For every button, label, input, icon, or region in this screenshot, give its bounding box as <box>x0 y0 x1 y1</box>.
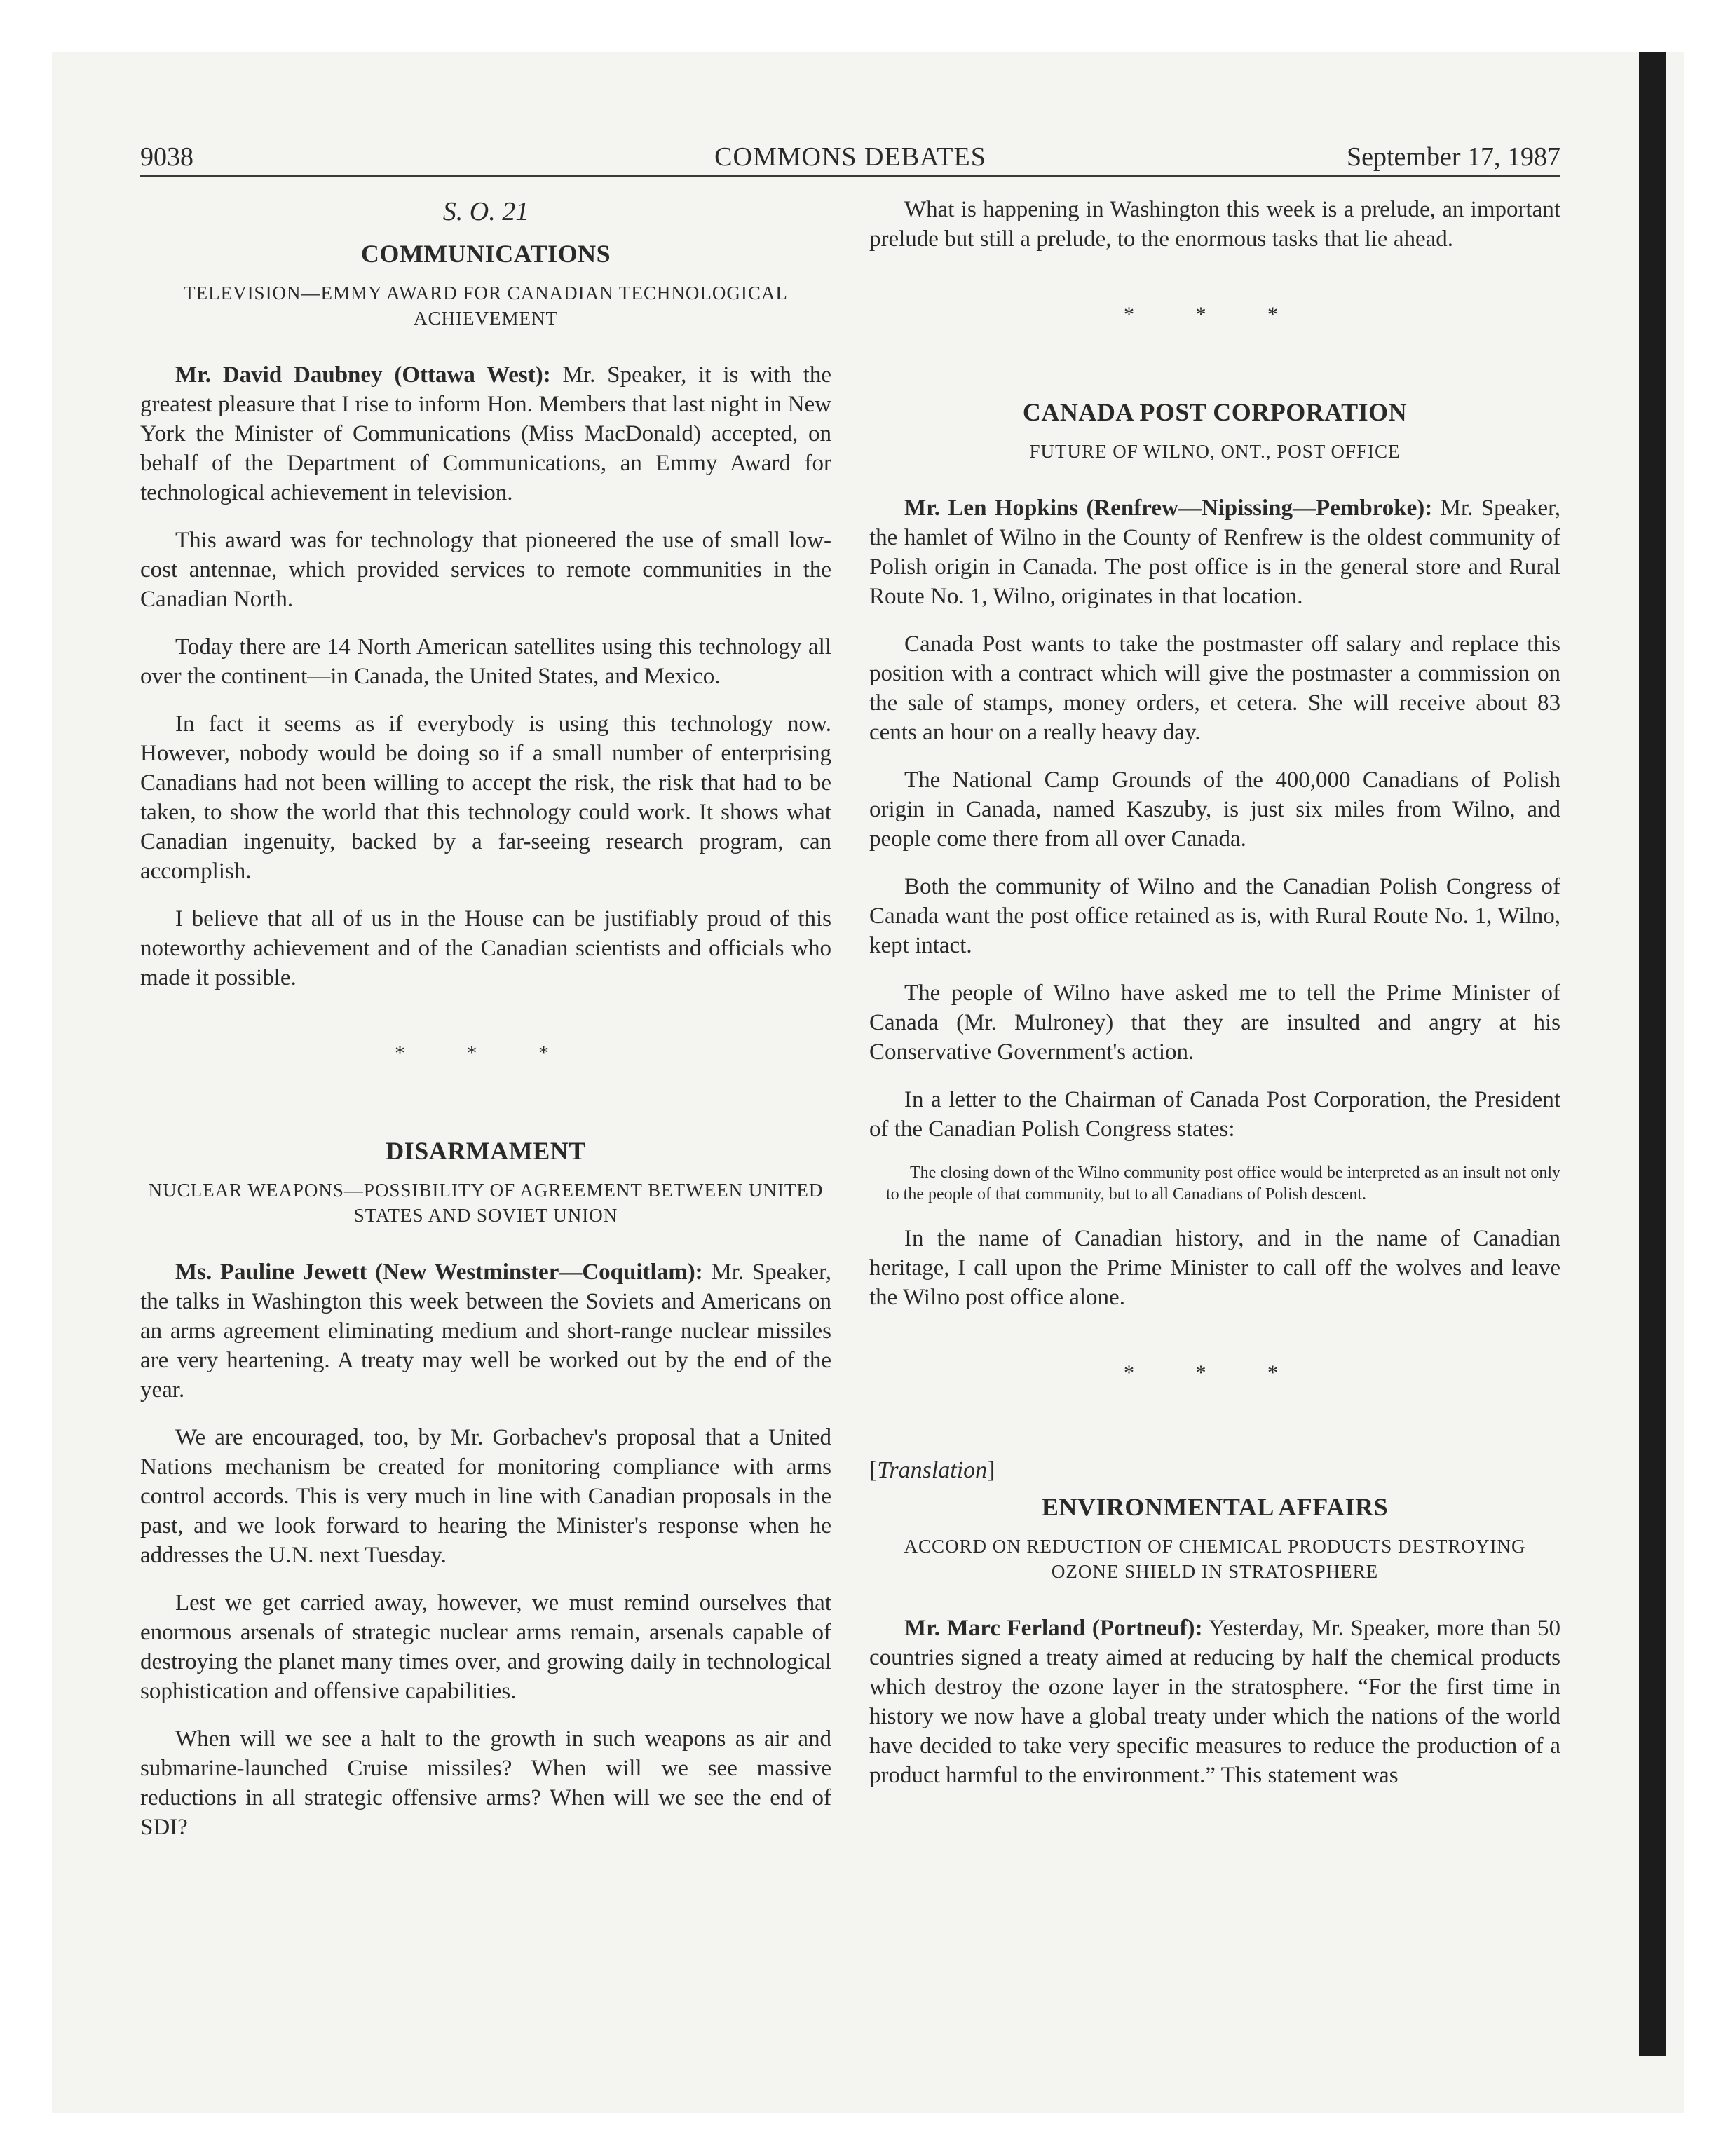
section-rubric: CANADA POST CORPORATION <box>1022 398 1408 426</box>
scan-edge-shadow <box>1639 52 1666 2056</box>
paragraph: Lest we get carried away, however, we must remind ourselves that enormous arsenals of strategic nuclear arms remain, arsenals capable of destroying the planet many times over, and growing daily in technological sophistication and offensive capabilities. <box>140 1590 831 1704</box>
section-subhead: TELEVISION—EMMY AWARD FOR CANADIAN TECHNOLOGICAL ACHIEVEMENT <box>184 282 788 329</box>
paragraph: The National Camp Grounds of the 400,000 Canadians of Polish origin in Canada, named Kaszuby, is just six miles from Wilno, and people come there from all over Canada. <box>869 767 1560 852</box>
speaker-name: Mr. Len Hopkins (Renfrew—Nipissing—Pembroke): <box>904 496 1433 521</box>
paragraph: This award was for technology that pioneered the use of small low-cost antennae, which provided services to remote communities in the Canadian North. <box>140 528 831 612</box>
translation-marker: [Translation] <box>869 1457 995 1483</box>
paragraph: Mr. Marc Ferland (Portneuf): Yesterday, Mr. Speaker, more than 50 countries signed a treaty aimed at reducing by half the chemical products which destroy the ozone layer in the stratosphere. “For the first time in history we now have a global treaty under which the nations of the world have decided to take very specific measures to reduce the production of a product harmful to the environment.” This statement was <box>869 1616 1560 1788</box>
section-subhead: FUTURE OF WILNO, ONT., POST OFFICE <box>1029 441 1401 462</box>
section-subhead: ACCORD ON REDUCTION OF CHEMICAL PRODUCTS DESTROYING OZONE SHIELD IN STRATOSPHERE <box>904 1536 1526 1582</box>
paragraph: In the name of Canadian history, and in the name of Canadian heritage, I call upon the Prime Minister to call off the wolves and leave the Wilno post office alone. <box>869 1226 1560 1310</box>
section-separator: * * * <box>1124 303 1306 326</box>
header-date: September 17, 1987 <box>1346 142 1560 172</box>
section-subhead: NUCLEAR WEAPONS—POSSIBILITY OF AGREEMENT BETWEEN UNITED STATES AND SOVIET UNION <box>148 1180 824 1226</box>
speaker-name: Mr. Marc Ferland (Portneuf): <box>904 1616 1203 1641</box>
left-column <box>140 195 831 1860</box>
section-separator: * * * <box>1124 1361 1306 1384</box>
publication-title: COMMONS DEBATES <box>714 142 986 172</box>
paragraph: What is happening in Washington this week is a prelude, an important prelude but still a prelude, to the enormous tasks that lie ahead. <box>869 197 1560 252</box>
right-column <box>869 195 1560 1808</box>
speaker-name: Mr. David Daubney (Ottawa West): <box>175 362 551 388</box>
paragraph: Canada Post wants to take the postmaster off salary and replace this position with a contract which will give the postmaster a commission on the sale of stamps, money orders, et cetera. She will receive about 83 cents an hour on a really heavy day. <box>869 632 1560 745</box>
section-rubric: ENVIRONMENTAL AFFAIRS <box>1041 1493 1389 1521</box>
section-rubric: COMMUNICATIONS <box>360 240 611 268</box>
section-separator: * * * <box>395 1042 577 1065</box>
paragraph: Both the community of Wilno and the Canadian Polish Congress of Canada want the post office retained as is, with Rural Route No. 1, Wilno, kept intact. <box>869 874 1560 958</box>
paragraph: In fact it seems as if everybody is using this technology now. However, nobody would be doing so if a small number of enterprising Canadians had not been willing to accept the risk, the risk that had to be taken, to show the world that this technology could work. It shows what Canadian ingenuity, backed by a far-seeing research program, can accomplish. <box>140 711 831 884</box>
paragraph: When will we see a halt to the growth in such weapons as air and submarine-launched Cruise missiles? When will we see massive reductions in all strategic offensive arms? When will we see the end of SDI? <box>140 1726 831 1840</box>
speaker-name: Ms. Pauline Jewett (New Westminster—Coquitlam): <box>175 1260 703 1285</box>
paragraph: We are encouraged, too, by Mr. Gorbachev's proposal that a United Nations mechanism be created for monitoring compliance with arms control accords. This is very much in line with Canadian proposals in the past, and we look forward to hearing the Minister's response when he addresses the U.N. next Tuesday. <box>140 1425 831 1568</box>
paragraph: Mr. Len Hopkins (Renfrew—Nipissing—Pembroke): Mr. Speaker, the hamlet of Wilno in the County of Renfrew is the oldest community of Polish origin in Canada. The post office is in the general store and Rural Route No. 1, Wilno, originates in that location. <box>869 496 1560 609</box>
paragraph: Mr. David Daubney (Ottawa West): Mr. Speaker, it is with the greatest pleasure that I rise to inform Hon. Members that last night in New York the Minister of Communications (Miss MacDonald) accepted, on behalf of the Department of Communications, an Emmy Award for technological achievement in television. <box>140 362 831 505</box>
paragraph: Today there are 14 North American satellites using this technology all over the continent—in Canada, the United States, and Mexico. <box>140 634 831 689</box>
paragraph: In a letter to the Chairman of Canada Post Corporation, the President of the Canadian Polish Congress states: <box>869 1087 1560 1142</box>
translation-label: Translation <box>877 1457 988 1483</box>
paragraph: The people of Wilno have asked me to tell the Prime Minister of Canada (Mr. Mulroney) that they are insulted and angry at his Conservative Government's action. <box>869 981 1560 1065</box>
paragraph: I believe that all of us in the House can be justifiably proud of this noteworthy achievement and of the Canadian scientists and officials who made it possible. <box>140 906 831 990</box>
block-quote: The closing down of the Wilno community post office would be interpreted as an insult not only to the people of that community, but to all Canadians of Polish descent. <box>886 1164 1560 1203</box>
running-header <box>140 143 1560 177</box>
paragraph: Ms. Pauline Jewett (New Westminster—Coquitlam): Mr. Speaker, the talks in Washington this week between the Soviets and Americans on an arms agreement eliminating medium and short-range nuclear missiles are very heartening. A treaty may well be worked out by the end of the year. <box>140 1260 831 1403</box>
section-rubric: DISARMAMENT <box>386 1137 586 1165</box>
standing-order-label: S. O. 21 <box>442 197 529 226</box>
page-number: 9038 <box>140 142 193 172</box>
